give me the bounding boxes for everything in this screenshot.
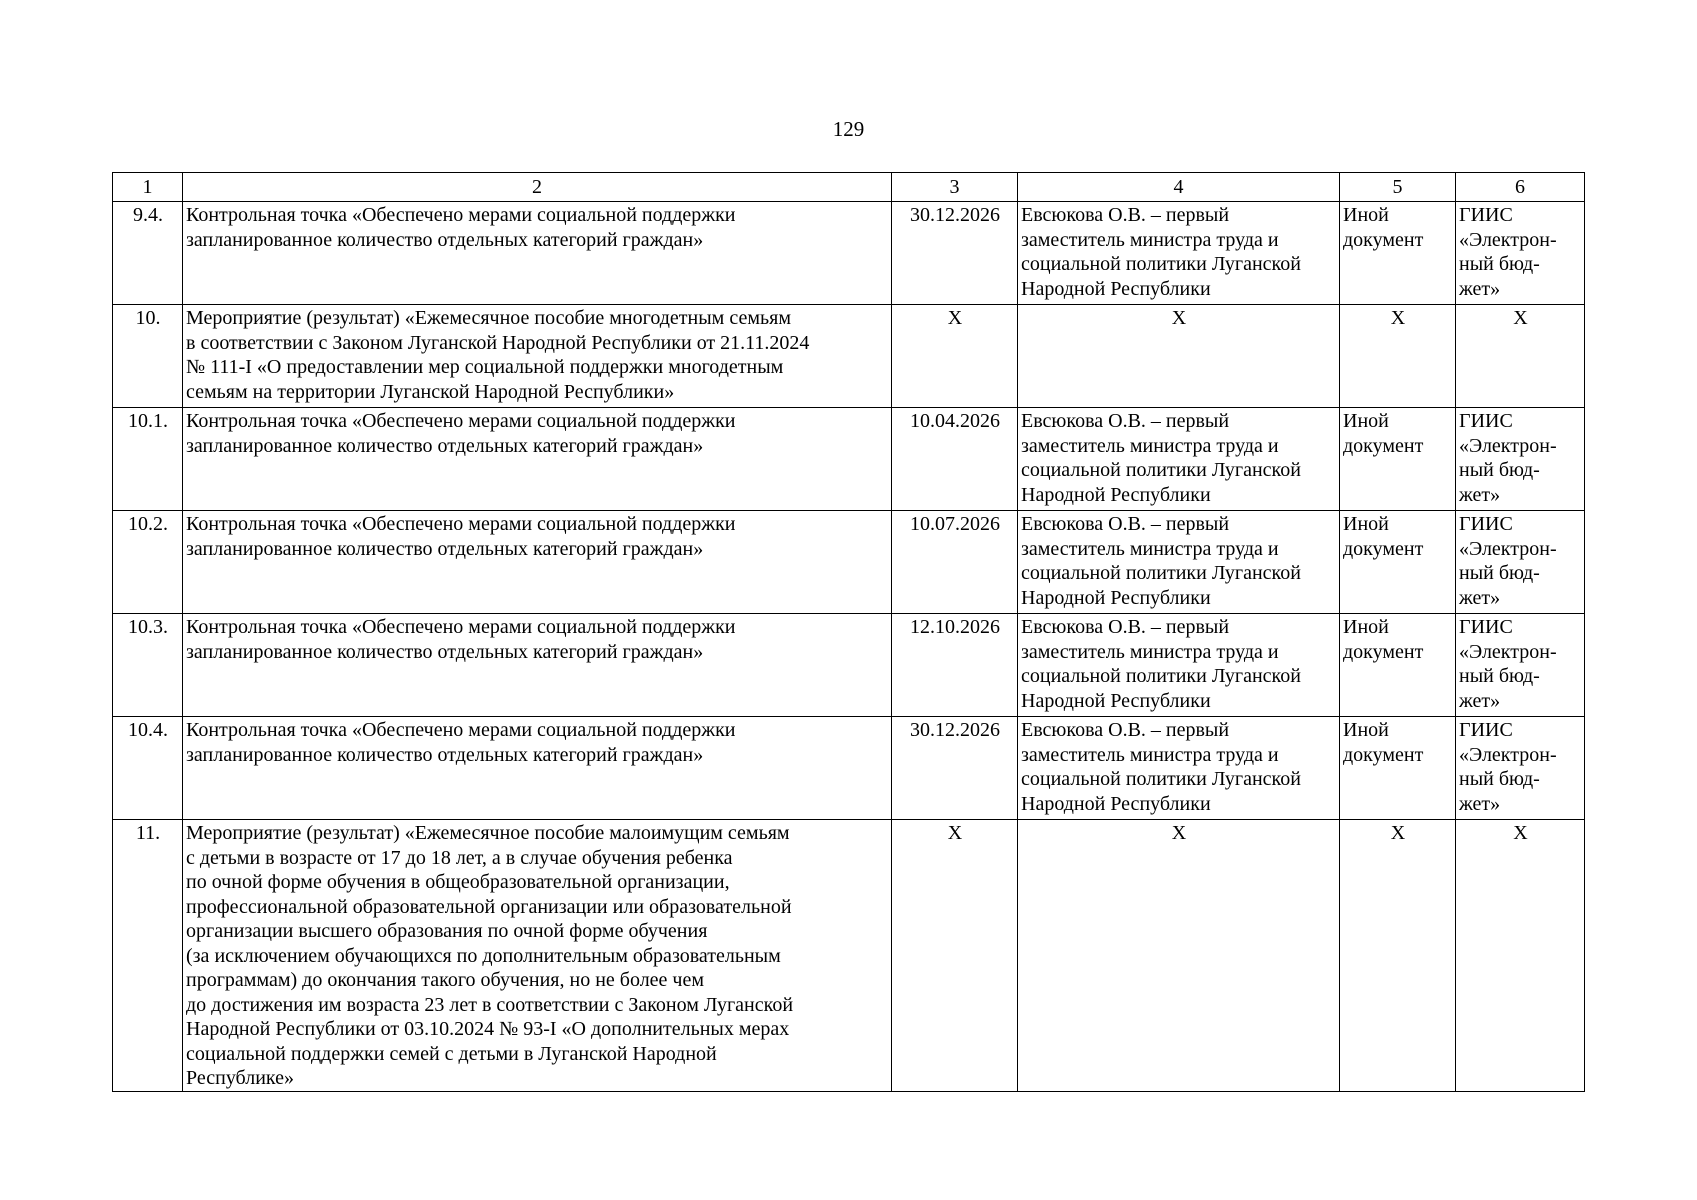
date-cell: 30.12.2026: [892, 717, 1018, 820]
row-number-cell: 10.2.: [113, 511, 183, 614]
information-system-line: ный бюд-: [1459, 665, 1540, 687]
information-system-line: «Электрон-: [1459, 537, 1557, 560]
document-type-line: документ: [1343, 640, 1424, 663]
date-cell: 10.07.2026: [892, 511, 1018, 614]
responsible-line: социальной политики Луганской: [1021, 562, 1301, 584]
information-system-line: жет»: [1459, 483, 1501, 506]
document-type-cell: [1340, 511, 1456, 614]
document-type-line: документ: [1343, 434, 1424, 457]
document-type-line: Иной: [1343, 616, 1389, 638]
description-line: Контрольная точка «Обеспечено мерами социальной поддержки: [186, 513, 736, 535]
description-line: социальной поддержки семей с детьми в Луганской Народной: [186, 1042, 717, 1065]
document-type-line: Иной: [1343, 719, 1389, 741]
date-cell: X: [892, 305, 1018, 408]
information-system-cell: [1456, 408, 1585, 511]
responsible-line: Евсюкова О.В. – первый: [1021, 204, 1230, 226]
responsible-cell: [1018, 511, 1340, 614]
responsible-line: социальной политики Луганской: [1021, 768, 1301, 790]
responsible-line: социальной политики Луганской: [1021, 459, 1301, 481]
responsible-line: Народной Республики: [1021, 792, 1211, 815]
row-number-cell: 10.: [113, 305, 183, 408]
description-cell: [183, 408, 892, 511]
information-system-line: ГИИС: [1459, 513, 1513, 535]
responsible-line: Евсюкова О.В. – первый: [1021, 616, 1230, 638]
description-cell: [183, 717, 892, 820]
information-system-cell: [1456, 717, 1585, 820]
header-cell-col-6: 6: [1456, 173, 1585, 202]
description-line: запланированное количество отдельных категорий граждан»: [186, 640, 704, 663]
description-line: до достижения им возраста 23 лет в соответствии с Законом Луганской: [186, 993, 794, 1016]
information-system-cell: X: [1456, 305, 1585, 408]
description-line: Мероприятие (результат) «Ежемесячное пособие многодетным семьям: [186, 307, 791, 329]
row-number-cell: 10.1.: [113, 408, 183, 511]
description-line: Народной Республики от 03.10.2024 № 93-I «О дополнительных мерах: [186, 1018, 790, 1040]
description-cell: [183, 511, 892, 614]
responsible-line: Народной Республики: [1021, 483, 1211, 506]
document-type-line: Иной: [1343, 410, 1389, 432]
description-line: запланированное количество отдельных категорий граждан»: [186, 228, 704, 251]
responsible-line: заместитель министра труда и: [1021, 743, 1279, 766]
description-cell: [183, 820, 892, 1092]
description-line: Мероприятие (результат) «Ежемесячное пособие малоимущим семьям: [186, 822, 790, 844]
header-cell-col-5: 5: [1340, 173, 1456, 202]
information-system-line: ный бюд-: [1459, 768, 1540, 790]
date-cell: X: [892, 820, 1018, 1092]
description-line: запланированное количество отдельных категорий граждан»: [186, 743, 704, 766]
description-line: Контрольная точка «Обеспечено мерами социальной поддержки: [186, 410, 736, 432]
description-cell: [183, 305, 892, 408]
document-type-cell: X: [1340, 305, 1456, 408]
information-system-cell: X: [1456, 820, 1585, 1092]
header-cell-col-2: 2: [183, 173, 892, 202]
document-type-line: документ: [1343, 743, 1424, 766]
responsible-cell: [1018, 408, 1340, 511]
information-system-cell: [1456, 511, 1585, 614]
information-system-line: ный бюд-: [1459, 253, 1540, 275]
description-cell: [183, 614, 892, 717]
information-system-line: ный бюд-: [1459, 459, 1540, 481]
information-system-line: «Электрон-: [1459, 228, 1557, 251]
description-line: (за исключением обучающихся по дополнительным образовательным: [186, 944, 781, 967]
row-number-cell: 10.3.: [113, 614, 183, 717]
table-row: [113, 717, 1585, 820]
information-system-line: жет»: [1459, 689, 1501, 712]
information-system-line: «Электрон-: [1459, 743, 1557, 766]
description-line: в соответствии с Законом Луганской Народной Республики от 21.11.2024: [186, 331, 810, 354]
description-line: Контрольная точка «Обеспечено мерами социальной поддержки: [186, 204, 736, 226]
table-row: [113, 305, 1585, 408]
description-line: запланированное количество отдельных категорий граждан»: [186, 537, 704, 560]
row-number-cell: 10.4.: [113, 717, 183, 820]
responsible-line: заместитель министра труда и: [1021, 434, 1279, 457]
activities-table: [112, 172, 1585, 1092]
date-cell: 12.10.2026: [892, 614, 1018, 717]
document-type-line: Иной: [1343, 513, 1389, 535]
row-number-cell: 9.4.: [113, 202, 183, 305]
responsible-line: Народной Республики: [1021, 689, 1211, 712]
description-line: запланированное количество отдельных категорий граждан»: [186, 434, 704, 457]
document-type-cell: [1340, 408, 1456, 511]
responsible-line: заместитель министра труда и: [1021, 537, 1279, 560]
responsible-cell: X: [1018, 305, 1340, 408]
responsible-line: Евсюкова О.В. – первый: [1021, 410, 1230, 432]
table-row: [113, 408, 1585, 511]
document-type-cell: [1340, 614, 1456, 717]
responsible-line: заместитель министра труда и: [1021, 228, 1279, 251]
header-cell-col-1: 1: [113, 173, 183, 202]
description-line: Республике»: [186, 1067, 295, 1089]
information-system-line: ГИИС: [1459, 719, 1513, 741]
information-system-line: ный бюд-: [1459, 562, 1540, 584]
information-system-line: ГИИС: [1459, 410, 1513, 432]
responsible-cell: X: [1018, 820, 1340, 1092]
information-system-cell: [1456, 614, 1585, 717]
header-cell-col-4: 4: [1018, 173, 1340, 202]
responsible-line: Народной Республики: [1021, 277, 1211, 300]
responsible-line: Народной Республики: [1021, 586, 1211, 609]
table-row: [113, 614, 1585, 717]
responsible-cell: [1018, 717, 1340, 820]
information-system-line: жет»: [1459, 792, 1501, 815]
table-row: [113, 511, 1585, 614]
document-type-cell: [1340, 717, 1456, 820]
description-line: семьям на территории Луганской Народной Республики»: [186, 380, 675, 403]
description-line: по очной форме обучения в общеобразовательной организации,: [186, 871, 730, 893]
information-system-line: «Электрон-: [1459, 640, 1557, 663]
information-system-line: жет»: [1459, 586, 1501, 609]
responsible-cell: [1018, 614, 1340, 717]
description-line: профессиональной образовательной организации или образовательной: [186, 895, 792, 918]
document-type-line: документ: [1343, 537, 1424, 560]
description-cell: [183, 202, 892, 305]
information-system-line: «Электрон-: [1459, 434, 1557, 457]
information-system-line: ГИИС: [1459, 204, 1513, 226]
description-line: организации высшего образования по очной форме обучения: [186, 920, 708, 942]
responsible-line: социальной политики Луганской: [1021, 665, 1301, 687]
description-line: Контрольная точка «Обеспечено мерами социальной поддержки: [186, 719, 736, 741]
table-row: [113, 820, 1585, 1092]
row-number-cell: 11.: [113, 820, 183, 1092]
table-row: [113, 202, 1585, 305]
page-number: 129: [832, 117, 865, 141]
document-type-line: Иной: [1343, 204, 1389, 226]
responsible-line: Евсюкова О.В. – первый: [1021, 513, 1230, 535]
table-header-row: [113, 173, 1585, 202]
information-system-line: ГИИС: [1459, 616, 1513, 638]
document-type-cell: [1340, 202, 1456, 305]
responsible-line: Евсюкова О.В. – первый: [1021, 719, 1230, 741]
responsible-cell: [1018, 202, 1340, 305]
date-cell: 10.04.2026: [892, 408, 1018, 511]
responsible-line: социальной политики Луганской: [1021, 253, 1301, 275]
header-cell-col-3: 3: [892, 173, 1018, 202]
responsible-line: заместитель министра труда и: [1021, 640, 1279, 663]
document-type-cell: X: [1340, 820, 1456, 1092]
information-system-line: жет»: [1459, 277, 1501, 300]
description-line: с детьми в возрасте от 17 до 18 лет, а в случае обучения ребенка: [186, 846, 733, 869]
description-line: Контрольная точка «Обеспечено мерами социальной поддержки: [186, 616, 736, 638]
date-cell: 30.12.2026: [892, 202, 1018, 305]
document-type-line: документ: [1343, 228, 1424, 251]
information-system-cell: [1456, 202, 1585, 305]
description-line: № 111-I «О предоставлении мер социальной поддержки многодетным: [186, 356, 784, 378]
description-line: программам) до окончания такого обучения, но не более чем: [186, 969, 705, 991]
